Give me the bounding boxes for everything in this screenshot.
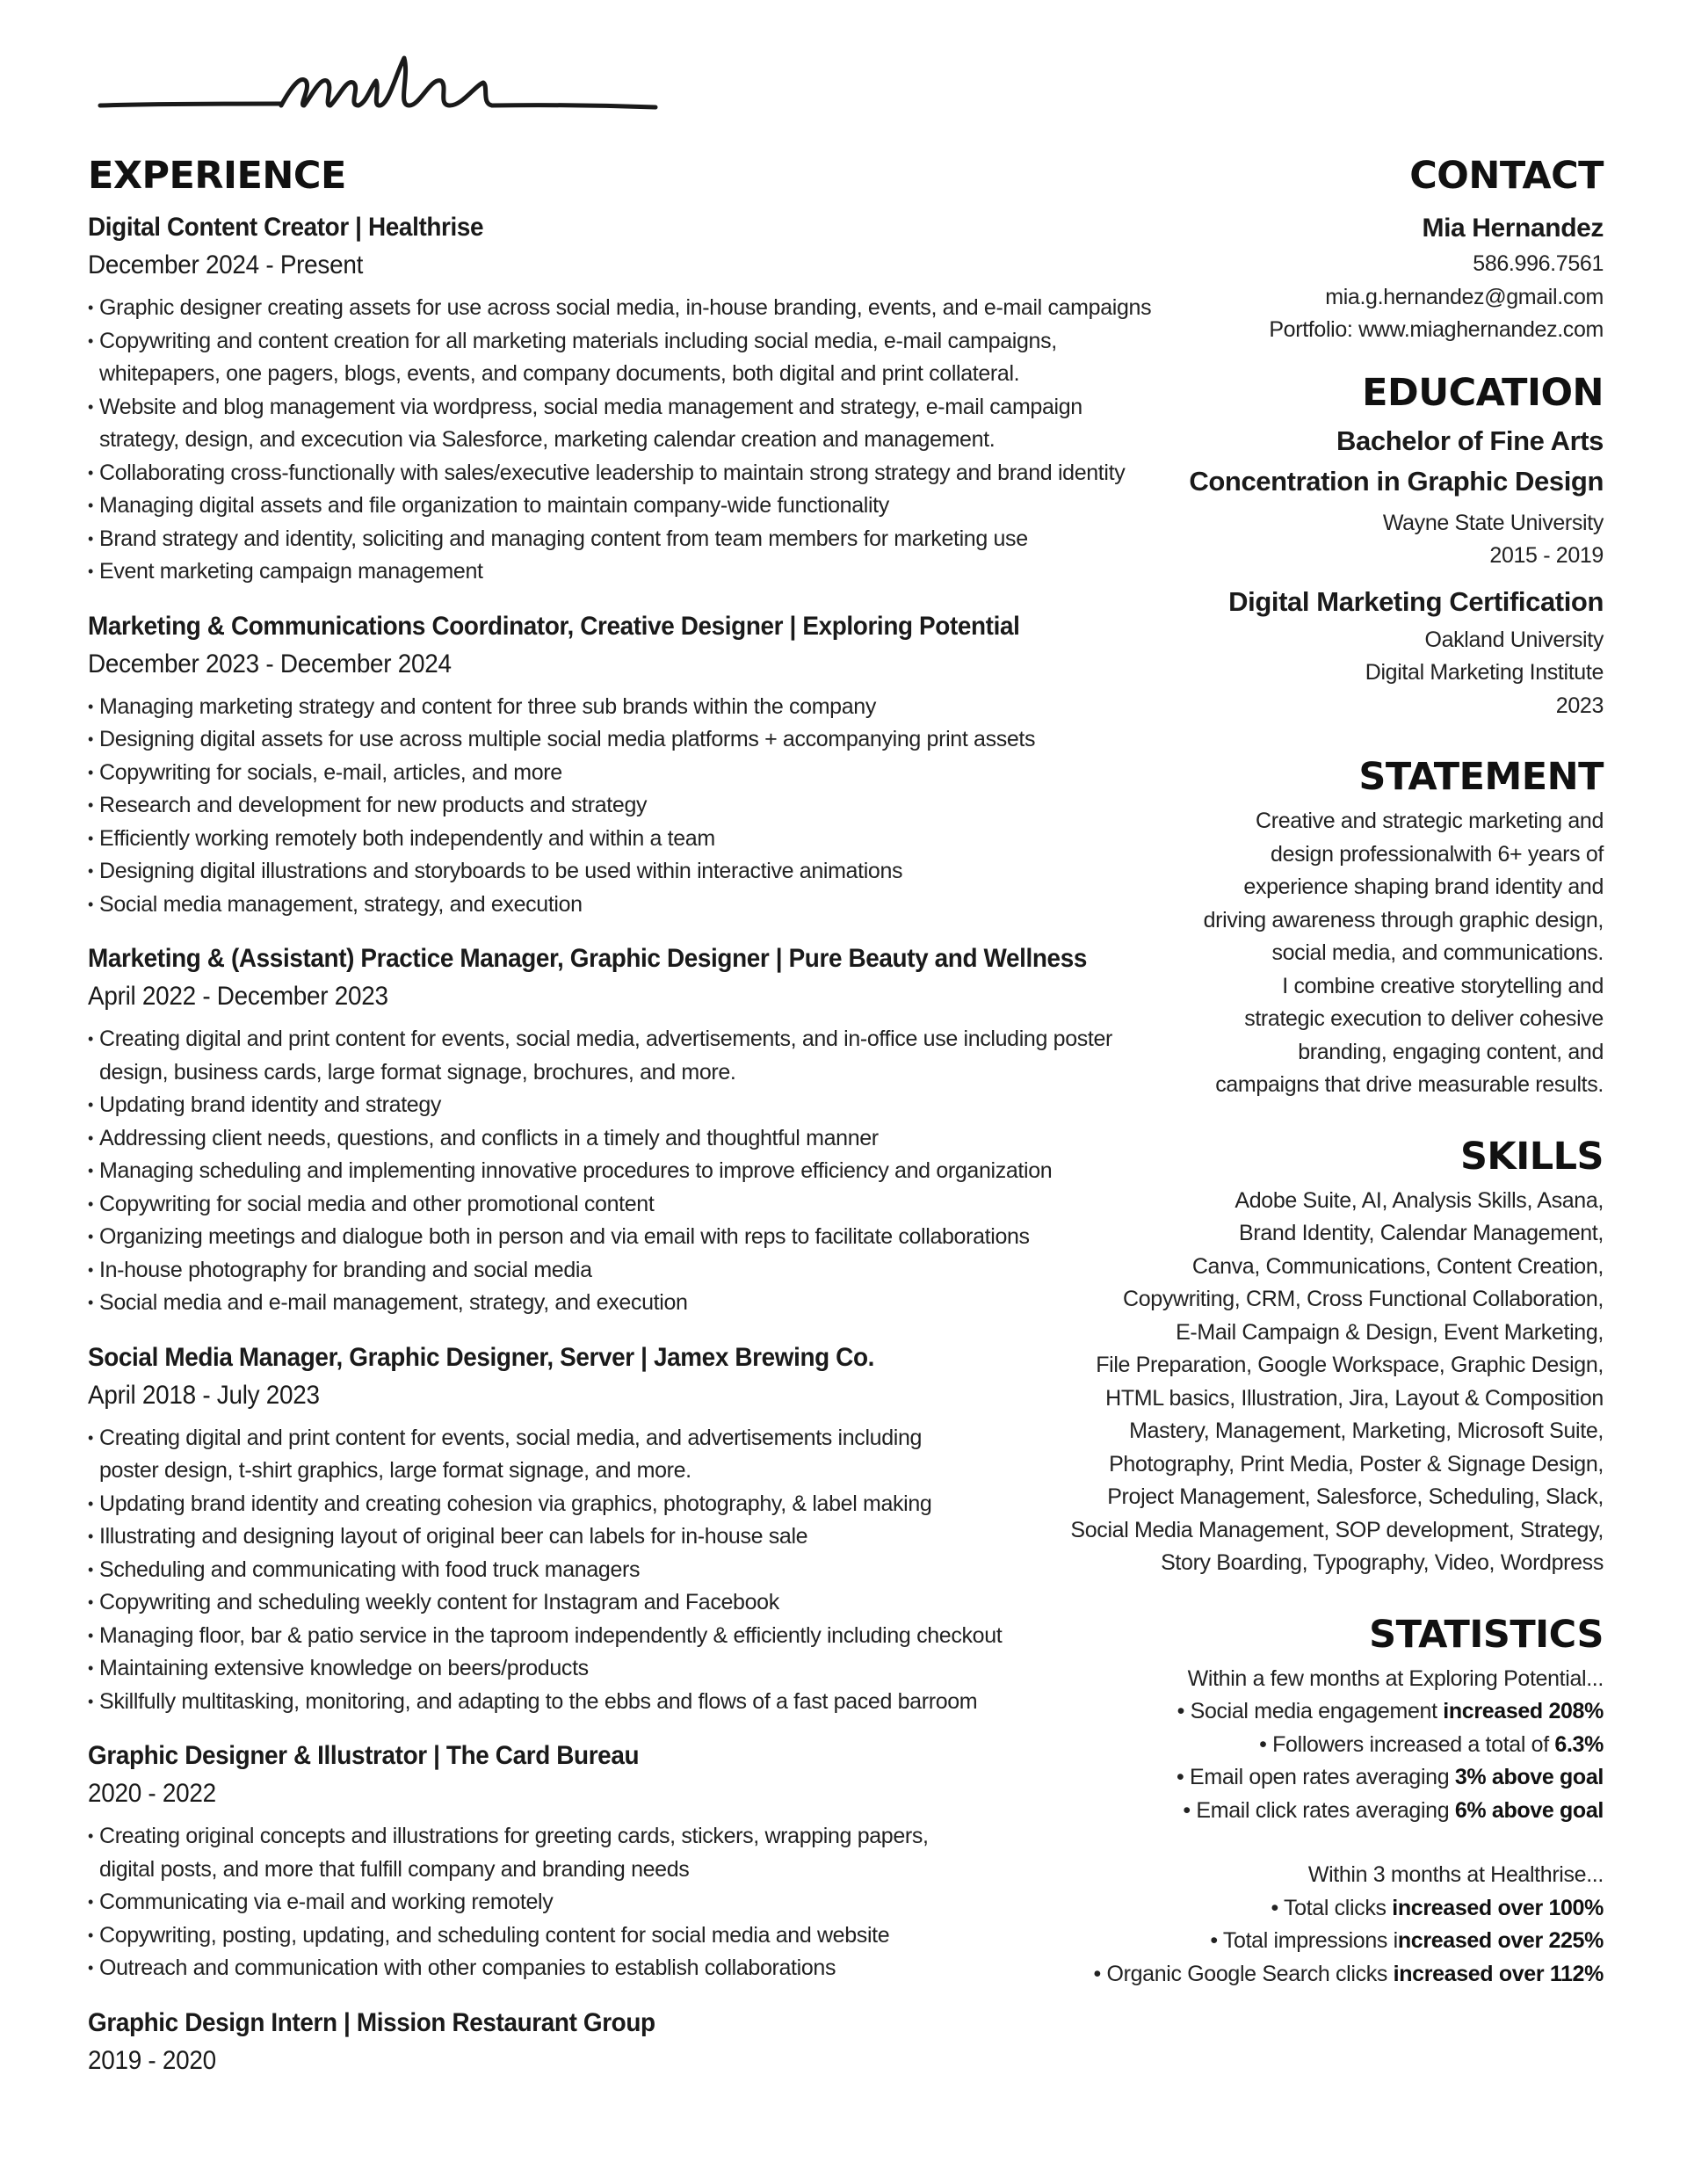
bullet-continuation: digital posts, and more that fulfill company and branding needs	[99, 1856, 690, 1882]
skills-line: File Preparation, Google Workspace, Graphic Design,	[1096, 1353, 1604, 1377]
bullet: • Updating brand identity and strategy	[88, 1089, 1177, 1122]
statistics-section	[1041, 1610, 1604, 1992]
bullet: • Brand strategy and identity, soliciting and managing content from team members for marketing use	[88, 523, 1177, 556]
job-entry	[88, 2005, 1177, 2080]
skills-line: Brand Identity, Calendar Management,	[1239, 1221, 1604, 1245]
job-title: Graphic Designer & Illustrator | The Card Bureau	[88, 1741, 640, 1770]
statement-line: campaigns that drive measurable results.	[1215, 1072, 1604, 1097]
bullet: • Managing marketing strategy and content for three sub brands within the company	[88, 691, 1177, 724]
statement-line: I combine creative storytelling and	[1282, 973, 1604, 998]
statement-section	[1041, 752, 1604, 1102]
contact-portfolio[interactable]: Portfolio: www.miaghernandez.com	[1269, 317, 1604, 342]
bullet-continuation: poster design, t-shirt graphics, large format signage, and more.	[99, 1458, 691, 1483]
statistic-item	[1041, 1695, 1604, 1729]
bullet: • Copywriting and scheduling weekly content for Instagram and Facebook	[88, 1586, 1177, 1620]
bullet: • Graphic designer creating assets for use across social media, in-house branding, events, and e-mail campaigns	[88, 292, 1177, 325]
statistic-value: 6.3%	[1554, 1731, 1604, 1757]
bullet: • Copywriting and content creation for all marketing materials including social media, e-mail campaigns,	[88, 325, 1177, 359]
bullet: • Copywriting for socials, e-mail, articles, and more	[88, 757, 1177, 790]
statement-line: driving awareness through graphic design,	[1203, 907, 1604, 932]
statistic-item	[1041, 1958, 1604, 1992]
job-entry	[88, 940, 1177, 1320]
job-title: Digital Content Creator | Healthrise	[88, 213, 484, 242]
job-title: Graphic Design Intern | Mission Restaurant Group	[88, 2007, 655, 2037]
job-title: Social Media Manager, Graphic Designer, Server | Jamex Brewing Co.	[88, 1342, 875, 1372]
bullet: • Social media and e-mail management, strategy, and execution	[88, 1287, 1177, 1320]
bullet: • Designing digital assets for use across multiple social media platforms + accompanying print assets	[88, 723, 1177, 757]
statement-line: experience shaping brand identity and	[1243, 874, 1604, 899]
contact-heading: CONTACT	[1409, 154, 1604, 198]
statistic-text: • Organic Google Search clicks	[1093, 1961, 1394, 1986]
statement-line: design professionalwith 6+ years of	[1271, 841, 1604, 867]
bullet: • Managing digital assets and file organization to maintain company-wide functionality	[88, 490, 1177, 523]
bullet: • Managing scheduling and implementing innovative procedures to improve efficiency and organization	[88, 1155, 1177, 1188]
education-school: Wayne State University	[1382, 510, 1604, 535]
bullet: • Illustrating and designing layout of original beer can labels for in-house sale	[88, 1520, 1177, 1554]
skills-line: E-Mail Campaign & Design, Event Marketing,	[1176, 1319, 1604, 1345]
bullet: • Creating digital and print content for events, social media, advertisements, and in-office use including poster	[88, 1023, 1177, 1056]
bullet: • Creating digital and print content for events, social media, and advertisements including	[88, 1422, 1177, 1455]
skills-line: Canva, Communications, Content Creation,	[1191, 1253, 1604, 1279]
job-bullets	[88, 1820, 1177, 1985]
contact-phone: 586.996.7561	[1473, 251, 1604, 276]
bullet: • Social media management, strategy, and execution	[88, 889, 1177, 922]
education-section	[1041, 368, 1604, 723]
education-heading: EDUCATION	[1362, 370, 1604, 415]
experience-column	[88, 151, 1177, 2080]
job-entry	[88, 1738, 1177, 1985]
bullet: • Event marketing campaign management	[88, 555, 1177, 589]
bullet: • Addressing client needs, questions, and conflicts in a timely and thoughtful manner	[88, 1122, 1177, 1156]
statistic-value: increased over 112%	[1393, 1961, 1604, 1986]
statement-text	[1041, 805, 1604, 1102]
bullet: • Copywriting for social media and other promotional content	[88, 1188, 1177, 1222]
bullet: • Scheduling and communicating with food truck managers	[88, 1554, 1177, 1587]
statistic-item	[1041, 1761, 1604, 1795]
statement-line: strategic execution to deliver cohesive	[1244, 1006, 1604, 1031]
statistic-text: • Email open rates averaging	[1177, 1765, 1455, 1789]
skills-line: Mastery, Management, Marketing, Microsoft Suite,	[1129, 1419, 1604, 1443]
job-date: April 2022 - December 2023	[88, 982, 388, 1011]
bullet-continuation: whitepapers, one pagers, blogs, events, and company documents, both digital and print collateral.	[99, 361, 1020, 386]
bullet: • Skillfully multitasking, monitoring, and adapting to the ebbs and flows of a fast paced barroom	[88, 1686, 1177, 1719]
bullet: • Research and development for new products and strategy	[88, 789, 1177, 823]
job-date: April 2018 - July 2023	[88, 1380, 320, 1410]
signature-logo	[97, 51, 659, 130]
bullet: • Creating original concepts and illustrations for greeting cards, stickers, wrapping papers,	[88, 1820, 1177, 1854]
statistic-text: • Social media engagement	[1177, 1699, 1444, 1723]
bullet: • Copywriting, posting, updating, and scheduling content for social media and website	[88, 1919, 1177, 1953]
job-date: December 2023 - December 2024	[88, 649, 452, 678]
bullet: • Designing digital illustrations and storyboards to be used within interactive animations	[88, 855, 1177, 889]
statistic-value: 6% above goal	[1454, 1797, 1604, 1823]
skills-line: Social Media Management, SOP development, Strategy,	[1070, 1517, 1604, 1542]
signature-logo-graphic	[97, 51, 659, 130]
job-bullets	[88, 292, 1177, 589]
bullet: • Website and blog management via wordpress, social media management and strategy, e-mail campaign	[88, 391, 1177, 424]
statistic-text: • Total clicks	[1271, 1895, 1393, 1920]
statistic-item	[1041, 1729, 1604, 1762]
skills-section	[1041, 1132, 1604, 1580]
education-cert-school1: Oakland University	[1424, 627, 1604, 652]
job-bullets	[88, 1023, 1177, 1320]
statistic-item	[1041, 1892, 1604, 1926]
statement-line: branding, engaging content, and	[1298, 1039, 1604, 1064]
statistic-value: increased over 100%	[1392, 1895, 1604, 1920]
contact-name: Mia Hernandez	[1422, 214, 1604, 243]
education-degree-line2: Concentration in Graphic Design	[1189, 465, 1604, 497]
statistics-intro: Within 3 months at Healthrise...	[1307, 1862, 1604, 1887]
job-bullets	[88, 691, 1177, 922]
statistic-text: • Followers increased a total of	[1259, 1731, 1555, 1757]
bullet: • Collaborating cross-functionally with sales/executive leadership to maintain strong strategy and brand identity	[88, 457, 1177, 490]
education-degree-line1: Bachelor of Fine Arts	[1336, 424, 1604, 456]
statistic-value: increased 208%	[1443, 1699, 1604, 1723]
education-cert-school2: Digital Marketing Institute	[1365, 660, 1604, 685]
skills-line: Project Management, Salesforce, Scheduling, Slack,	[1107, 1484, 1604, 1509]
skills-heading: SKILLS	[1459, 1134, 1604, 1179]
skills-line: HTML basics, Illustration, Jira, Layout & Composition	[1105, 1385, 1604, 1411]
bullet: • Organizing meetings and dialogue both in person and via email with reps to facilitate collaborations	[88, 1221, 1177, 1254]
statistic-text: • Email click rates averaging	[1183, 1797, 1455, 1823]
statistics-intro: Within a few months at Exploring Potential...	[1187, 1665, 1604, 1691]
bullet: • Efficiently working remotely both independently and within a team	[88, 823, 1177, 856]
contact-email[interactable]: mia.g.hernandez@gmail.com	[1325, 284, 1604, 309]
skills-text	[1041, 1185, 1604, 1580]
job-entry	[88, 209, 1177, 589]
statistic-value: 3% above goal	[1454, 1765, 1604, 1789]
skills-line: Story Boarding, Typography, Video, Wordpress	[1161, 1550, 1604, 1575]
bullet: • Maintaining extensive knowledge on beers/products	[88, 1652, 1177, 1686]
statement-heading: STATEMENT	[1358, 755, 1604, 799]
job-date: 2020 - 2022	[88, 1779, 216, 1808]
bullet: • In-house photography for branding and social media	[88, 1254, 1177, 1288]
skills-line: Copywriting, CRM, Cross Functional Collaboration,	[1123, 1287, 1604, 1311]
bullet: • Updating brand identity and creating cohesion via graphics, photography, & label making	[88, 1488, 1177, 1521]
job-date: 2019 - 2020	[88, 2045, 216, 2075]
experience-heading: EXPERIENCE	[88, 154, 346, 198]
statistics-heading: STATISTICS	[1369, 1612, 1604, 1657]
job-entry	[88, 1339, 1177, 1719]
bullet-continuation: design, business cards, large format signage, brochures, and more.	[99, 1059, 736, 1085]
sidebar-column	[1041, 151, 1604, 1991]
education-cert: Digital Marketing Certification	[1228, 585, 1604, 617]
job-title: Marketing & Communications Coordinator, Creative Designer | Exploring Potential	[88, 611, 1020, 641]
bullet: • Outreach and communication with other companies to establish collaborations	[88, 1952, 1177, 1985]
education-years: 2015 - 2019	[1489, 543, 1604, 568]
job-title: Marketing & (Assistant) Practice Manager, Graphic Designer | Pure Beauty and Wellness	[88, 944, 1087, 973]
statistic-value: ncreased over 225%	[1397, 1928, 1604, 1953]
job-date: December 2024 - Present	[88, 250, 364, 279]
statistic-text: • Total impressions i	[1210, 1928, 1398, 1953]
bullet: • Managing floor, bar & patio service in the taproom independently & efficiently including checkout	[88, 1620, 1177, 1653]
job-bullets	[88, 1422, 1177, 1719]
statistic-item	[1041, 1925, 1604, 1958]
contact-section	[1041, 151, 1604, 347]
education-cert-year: 2023	[1555, 693, 1604, 718]
statistic-item	[1041, 1795, 1604, 1828]
bullet: • Communicating via e-mail and working remotely	[88, 1886, 1177, 1919]
statement-line: social media, and communications.	[1271, 940, 1604, 965]
job-entry	[88, 608, 1177, 922]
skills-line: Adobe Suite, AI, Analysis Skills, Asana,	[1234, 1187, 1604, 1213]
skills-line: Photography, Print Media, Poster & Signage Design,	[1109, 1451, 1604, 1477]
bullet-continuation: strategy, design, and excecution via Salesforce, marketing calendar creation and management.	[99, 427, 996, 452]
statement-line: Creative and strategic marketing and	[1256, 809, 1604, 833]
statistics-group-1	[1041, 1663, 1604, 1828]
statistics-group-2	[1041, 1859, 1604, 1991]
